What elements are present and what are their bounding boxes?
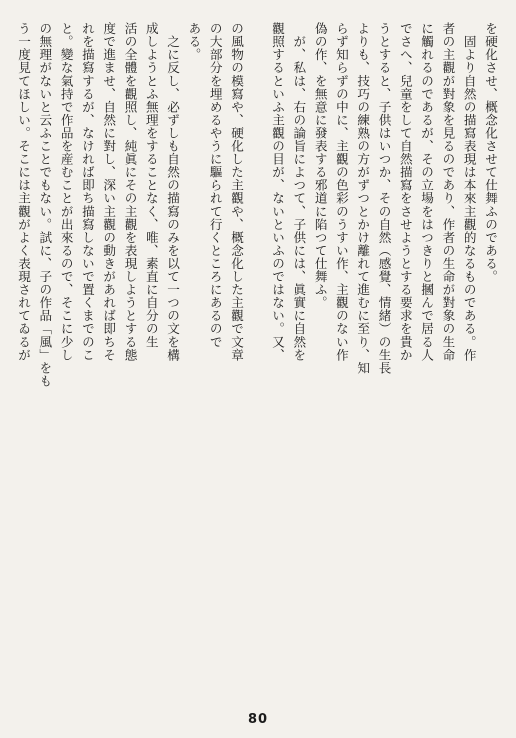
text-line: らず知らずの中に、主觀の色彩のうすい作、主觀のない作 — [333, 22, 349, 362]
text-line — [12, 22, 13, 687]
text-line: う一度見てほしい。そこには主觀がよく表現されてゐるが — [16, 22, 32, 362]
text-line: 觀照するといふ主觀の目が、ないといふのではない。又、 — [270, 22, 286, 362]
text-line: に觸れるのであるが、その立場をはつきりと摑んで居る人 — [419, 22, 435, 362]
text-line: が、私は、右の論旨によつて、子供には、眞實に自然を — [291, 22, 307, 362]
text-line: ある。 — [186, 22, 202, 62]
text-line: でさへ、兒童をして自然描寫をさせようとする要求を貴か — [397, 22, 413, 362]
text-line: を硬化させ、概念化させて仕舞ふのである。 — [483, 22, 498, 283]
text-line: 活の全體を觀照し、純眞にその主觀を表現しようとする態 — [122, 22, 138, 362]
text-line: の無理がないと云ふことでもない。試に、子の作品「風」をも — [37, 22, 53, 388]
left-text-column — [12, 22, 247, 687]
text-line: 成しようとふ無理をすることなく、唯、素直に自分の生 — [143, 22, 159, 349]
text-line: 固より自然の描寫表現は本來主觀的なるものである。作 — [461, 22, 477, 362]
right-text-column — [266, 22, 501, 687]
text-line: の風物の模寫や、硬化した主觀や、概念化した主觀で文章 — [229, 22, 244, 362]
text-line: れを描寫するが、なければ即ち描寫しないで置くまでのこ — [79, 22, 95, 362]
text-line: と。變な氣持で作品を産むことが出來るので、そこに少し — [58, 22, 74, 362]
text-line: うとすると、子供はいつか、その自然（感覺、情緒）の生長 — [376, 22, 392, 375]
text-line: 之に反し、必ずしも自然の描寫のみを以て一つの文を構 — [165, 22, 181, 362]
page-number: 80 — [247, 712, 269, 727]
text-line: 度で進ませ、自然に對し、深い主觀の動きがあれば即ちそ — [101, 22, 117, 362]
text-line: 者の主觀が對象を見るのであり、作者の生命が對象の生命 — [440, 22, 456, 362]
text-line: よりも、技巧の練熟の方がずつとかけ離れて進むに至り、知 — [355, 22, 371, 375]
text-line — [266, 22, 267, 687]
text-line: 偽の作、を無意に發表する邪道に陷つて仕舞ふ。 — [312, 22, 328, 310]
text-line: の大部分を埋めるやうに驅られて行くところにあるので — [207, 22, 223, 349]
